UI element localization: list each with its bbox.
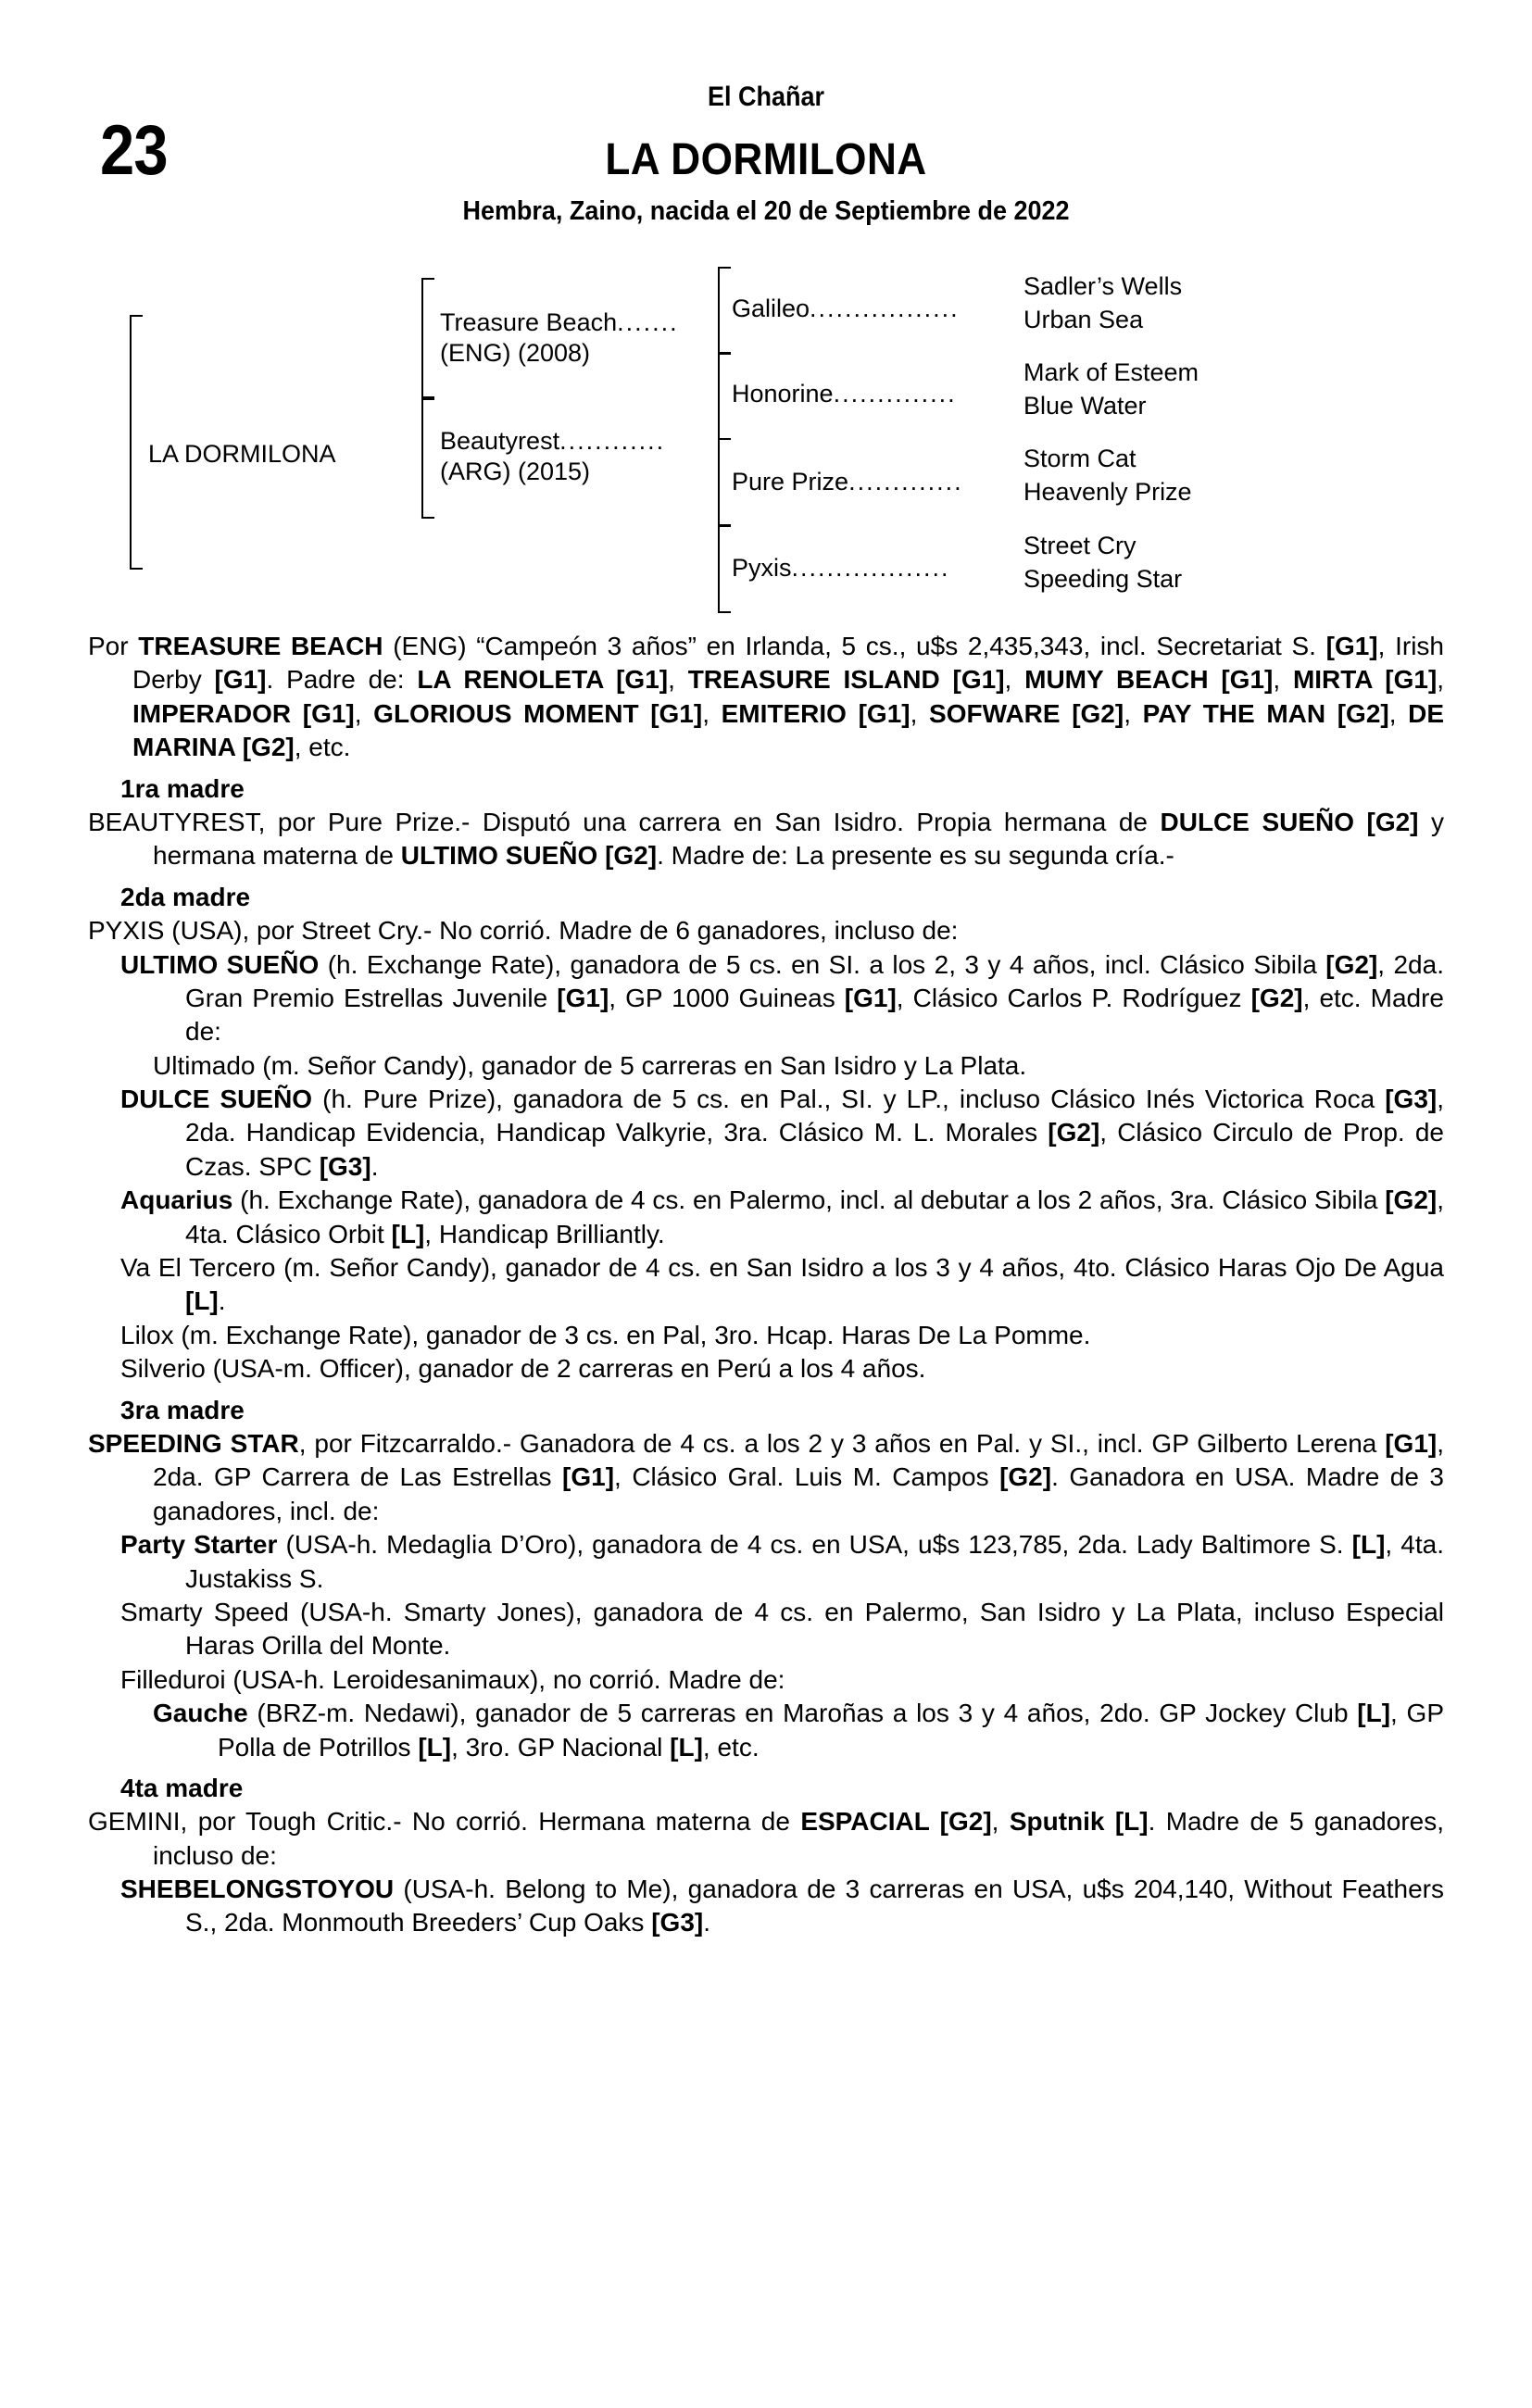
pedigree-gen4-1b: Urban Sea: [1023, 305, 1144, 333]
separator: ,: [354, 698, 374, 728]
entry-highlight: [G3]: [319, 1151, 371, 1181]
bracket-self: [130, 315, 143, 570]
pedigree-gen3-4-dots: ..................: [791, 554, 950, 582]
entry-text: (USA-h. Belong to Me), ganadora de 3 carreras en USA, u$s 204,140, Without Feathers S., 2da. Monmouth Breeders’ Cup Oaks: [185, 1875, 1444, 1938]
farm-name: El Chañar: [707, 82, 825, 112]
entry-text: . Ganadora en USA. Madre de 3 ganadores, incl. de:: [153, 1462, 1445, 1525]
sire-text-1: (ENG) “Campeón 3 años” en Irlanda, 5 cs., u$s 2,435,343, incl. Secretariat S.: [383, 632, 1326, 660]
entry-text: . Madre de: La presente es su segunda cría.-: [657, 841, 1174, 871]
pedigree-entry: [120, 1083, 1444, 1184]
entry-text: , GP 1000 Guineas: [609, 983, 845, 1012]
sire-tail: , etc.: [294, 733, 351, 762]
section-heading: 2da madre: [120, 882, 251, 911]
entry-text: . Madre de 5 ganadores, incluso de:: [153, 1807, 1445, 1870]
pedigree-entry: [153, 1697, 1444, 1764]
bracket-gen3-4: [718, 525, 731, 613]
bracket-dam: [421, 398, 434, 519]
section-heading: 4ta madre: [120, 1773, 244, 1802]
pedigree-dam-dots: ............: [559, 427, 666, 455]
sire-progeny: SOFWARE [G2]: [929, 698, 1124, 728]
pedigree-gen3-2: [732, 380, 957, 408]
pedigree-self: LA DORMILONA: [148, 440, 336, 468]
pedigree-entry: [88, 914, 1444, 947]
entry-highlight: [L]: [391, 1219, 425, 1248]
entry-highlight: [G1]: [557, 983, 609, 1012]
sire-paragraph: [88, 630, 1444, 765]
separator: ,: [1437, 665, 1445, 695]
separator: ,: [1004, 665, 1025, 695]
entry-highlight: [L]: [185, 1286, 219, 1316]
pedigree-sire-origin: (ENG) (2008): [440, 338, 591, 367]
entry-text: ,: [991, 1807, 1010, 1837]
pedigree-entry: [88, 1427, 1444, 1528]
entry-text: Smarty Speed (USA-h. Smarty Jones), ganadora de 4 cs. en Palermo, San Isidro y La Plata, incluso Especial Haras Orilla del Monte.: [120, 1597, 1444, 1661]
entry-highlight: [L]: [1357, 1699, 1391, 1728]
entry-text: (h. Exchange Rate), ganadora de 5 cs. en SI. a los 2, 3 y 4 años, incl. Clásico Sibila: [319, 949, 1326, 979]
pedigree-gen4-4a: Street Cry: [1023, 532, 1136, 559]
entry-highlight: Sputnik [L]: [1009, 1807, 1149, 1837]
entry-text: y hermana materna de: [153, 807, 1445, 871]
entry-text: , GP Polla de Potrillos: [218, 1699, 1445, 1762]
entry-text: , 4ta. Justakiss S.: [185, 1530, 1444, 1593]
pedigree-gen3-1-name: Galileo: [732, 295, 810, 322]
pedigree-gen3-3: [732, 468, 963, 496]
entry-highlight: [L]: [418, 1732, 452, 1762]
page-title: LA DORMILONA: [605, 135, 927, 184]
entry-text: , 4ta. Clásico Orbit: [185, 1185, 1444, 1248]
horse-description: Hembra, Zaino, nacida el 20 de Septiembre de 2022: [462, 196, 1070, 226]
pedigree-gen3-3-name: Pure Prize: [732, 468, 849, 495]
entry-text: .: [218, 1286, 226, 1316]
pedigree-chart: [0, 259, 1532, 630]
sire-progeny: PAY THE MAN [G2]: [1142, 698, 1389, 728]
pedigree-gen4-2: [1023, 357, 1199, 422]
separator: ,: [910, 698, 930, 728]
pedigree-entry: [88, 1805, 1444, 1873]
entry-highlight: DULCE SUEÑO [G2]: [1160, 807, 1419, 836]
entry-highlight: ULTIMO SUEÑO [G2]: [400, 841, 658, 871]
entry-highlight: Aquarius: [120, 1185, 233, 1215]
section-heading: 1ra madre: [120, 773, 245, 803]
entry-text: , 3ro. GP Nacional: [451, 1732, 671, 1762]
entry-text: , 2da. Gran Premio Estrellas Juvenile: [185, 949, 1444, 1012]
entry-text: Lilox (m. Exchange Rate), ganador de 3 cs. en Pal, 3ro. Hcap. Haras De La Pomme.: [120, 1320, 1091, 1349]
pedigree-entry: [120, 1319, 1444, 1352]
pedigree-gen3-4: [732, 554, 950, 583]
pedigree-gen4-3a: Storm Cat: [1023, 445, 1136, 472]
pedigree-entry: [120, 1596, 1444, 1663]
pedigree-gen4-2b: Blue Water: [1023, 391, 1147, 420]
entry-highlight: [G2]: [1385, 1185, 1438, 1215]
entry-highlight: [G2]: [999, 1462, 1052, 1492]
entry-text: Ultimado (m. Señor Candy), ganador de 5 carreras en San Isidro y La Plata.: [153, 1050, 1027, 1080]
sire-progeny: IMPERADOR [G1]: [132, 698, 355, 728]
pedigree-sire-name: Treasure Beach: [440, 308, 618, 336]
bracket-sire: [421, 278, 434, 398]
entry-text: Silverio (USA-m. Officer), ganador de 2 carreras en Perú a los 4 años.: [120, 1354, 926, 1384]
entry-text: Va El Tercero (m. Señor Candy), ganador de 4 cs. en San Isidro a los 3 y 4 años, 4to. Clásico Haras Ojo De Agua: [120, 1253, 1444, 1283]
sire-progeny: MIRTA [G1]: [1292, 665, 1438, 695]
sire-progeny: MUMY BEACH [G1]: [1024, 665, 1274, 695]
pedigree-entry: [153, 1049, 1444, 1083]
bracket-gen3-2: [718, 352, 731, 440]
entry-text: (BRZ-m. Nedawi), ganador de 5 carreras en Maroñas a los 3 y 4 años, 2do. GP Jockey Club: [247, 1699, 1358, 1728]
separator: ,: [1273, 665, 1293, 695]
entry-text: GEMINI, por Tough Critic.- No corrió. Hermana materna de: [88, 1807, 801, 1837]
pedigree-gen3-2-name: Honorine: [732, 380, 834, 408]
grade-badge: [G1]: [214, 665, 267, 695]
entry-highlight: [L]: [670, 1732, 703, 1762]
entry-text: (h. Pure Prize), ganadora de 5 cs. en Pal., SI. y LP., incluso Clásico Inés Victorica Roca: [312, 1085, 1386, 1114]
entry-text: , por Fitzcarraldo.- Ganadora de 4 cs. a los 2 y 3 años en Pal. y SI., incl. GP Gilberto Lerena: [298, 1428, 1386, 1458]
entry-highlight: Party Starter: [120, 1530, 278, 1560]
pedigree-entry: [120, 1873, 1444, 1940]
entry-text: , 2da. Handicap Evidencia, Handicap Valkyrie, 3ra. Clásico M. L. Morales: [185, 1085, 1445, 1148]
entry-text: PYXIS (USA), por Street Cry.- No corrió. Madre de 6 ganadores, incluso de:: [88, 916, 959, 946]
section-heading: 3ra madre: [120, 1395, 245, 1424]
pedigree-entry: [120, 1251, 1444, 1319]
separator: ,: [668, 665, 688, 695]
separator: ,: [1124, 698, 1143, 728]
bracket-gen3-3: [718, 438, 731, 526]
pedigree-sire: [440, 307, 679, 369]
sire-progeny: EMITERIO [G1]: [721, 698, 910, 728]
entry-text: , Clásico Carlos P. Rodríguez: [896, 983, 1251, 1012]
entry-text: , Clásico Circulo de Prop. de Czas. SPC: [185, 1118, 1444, 1181]
entry-highlight: [G1]: [1385, 1428, 1438, 1458]
pedigree-gen3-3-dots: .............: [848, 468, 963, 495]
bracket-gen3-1: [718, 267, 731, 355]
pedigree-dam-origin: (ARG) (2015): [440, 457, 591, 485]
pedigree-entry: [88, 806, 1444, 873]
pedigree-gen3-1: [732, 295, 960, 323]
entry-highlight: [G3]: [651, 1908, 704, 1938]
separator: ,: [1388, 698, 1409, 728]
pedigree-entry: [120, 1184, 1444, 1251]
pedigree-gen4-2a: Mark of Esteem: [1023, 358, 1199, 386]
pedigree-entry: [120, 948, 1444, 1049]
sire-lead: Por: [88, 632, 139, 660]
pedigree-sire-dots: .......: [617, 308, 679, 336]
pedigree-gen4-1a: Sadler’s Wells: [1023, 272, 1183, 300]
entry-highlight: [G2]: [1048, 1118, 1100, 1148]
pedigree-gen4-3b: Heavenly Prize: [1023, 477, 1192, 506]
entry-highlight: [G2]: [1250, 983, 1303, 1012]
entry-text: BEAUTYREST, por Pure Prize.- Disputó una carrera en San Isidro. Propia hermana de: [88, 807, 1161, 836]
pedigree-gen4-4: [1023, 530, 1182, 596]
entry-text: , 2da. GP Carrera de Las Estrellas: [153, 1428, 1444, 1492]
entry-highlight: ESPACIAL [G2]: [800, 1807, 992, 1837]
pedigree-gen3-4-name: Pyxis: [732, 554, 792, 582]
entry-text: , etc. Madre de:: [185, 983, 1444, 1047]
entry-text: (USA-h. Medaglia D’Oro), ganadora de 4 cs. en USA, u$s 123,785, 2da. Lady Baltimore S.: [277, 1530, 1352, 1560]
entry-highlight: [G2]: [1325, 949, 1378, 979]
entry-text: , etc.: [702, 1732, 760, 1762]
pedigree-entry: [120, 1528, 1444, 1596]
sire-progeny: LA RENOLETA [G1]: [417, 665, 669, 695]
entry-highlight: [L]: [1351, 1530, 1386, 1560]
entry-highlight: SPEEDING STAR: [88, 1428, 299, 1458]
entry-text: Filleduroi (USA-h. Leroidesanimaux), no corrió. Madre de:: [120, 1664, 785, 1694]
entry-highlight: DULCE SUEÑO: [120, 1085, 313, 1114]
entry-highlight: ULTIMO SUEÑO: [120, 949, 320, 979]
page-header: [0, 0, 1532, 250]
entry-highlight: Gauche: [153, 1699, 248, 1728]
pedigree-gen3-2-dots: ..............: [833, 380, 957, 408]
entry-highlight: [G3]: [1385, 1085, 1438, 1114]
pedigree-gen4-4b: Speeding Star: [1023, 564, 1183, 593]
entry-highlight: [G1]: [844, 983, 897, 1012]
grade-badge: [G1]: [1325, 632, 1378, 660]
entry-highlight: [G1]: [562, 1462, 615, 1492]
sire-text-2: , Irish Derby: [132, 632, 1444, 695]
entry-text: (h. Exchange Rate), ganadora de 4 cs. en Palermo, incl. al debutar a los 2 años, 3ra. Clásico Sibila: [232, 1185, 1386, 1215]
entry-text: .: [370, 1151, 379, 1181]
entry-text: , Clásico Gral. Luis M. Campos: [614, 1462, 1000, 1492]
separator: ,: [702, 698, 722, 728]
pedigree-dam-name: Beautyrest: [440, 427, 560, 455]
entry-highlight: SHEBELONGSTOYOU: [120, 1875, 395, 1904]
pedigree-entry: [120, 1352, 1444, 1386]
pedigree-gen3-1-dots: .................: [810, 295, 960, 322]
pedigree-entry: [120, 1663, 1444, 1697]
sire-progeny: TREASURE ISLAND [G1]: [687, 665, 1005, 695]
catalog-number: 23: [100, 111, 168, 190]
entry-text: .: [703, 1908, 710, 1938]
sire-progeny: DE MARINA [G2]: [132, 698, 1445, 762]
pedigree-dam: [440, 426, 665, 487]
sire-progeny: GLORIOUS MOMENT [G1]: [373, 698, 703, 728]
pedigree-gen4-1: [1023, 270, 1182, 336]
pedigree-gen4-3: [1023, 443, 1192, 508]
pedigree-body: [0, 630, 1532, 1940]
sire-text-3: . Padre de:: [266, 665, 418, 695]
entry-text: , Handicap Brilliantly.: [424, 1219, 665, 1248]
sire-name: TREASURE BEACH: [138, 632, 383, 660]
madre-sections: [88, 772, 1444, 1940]
